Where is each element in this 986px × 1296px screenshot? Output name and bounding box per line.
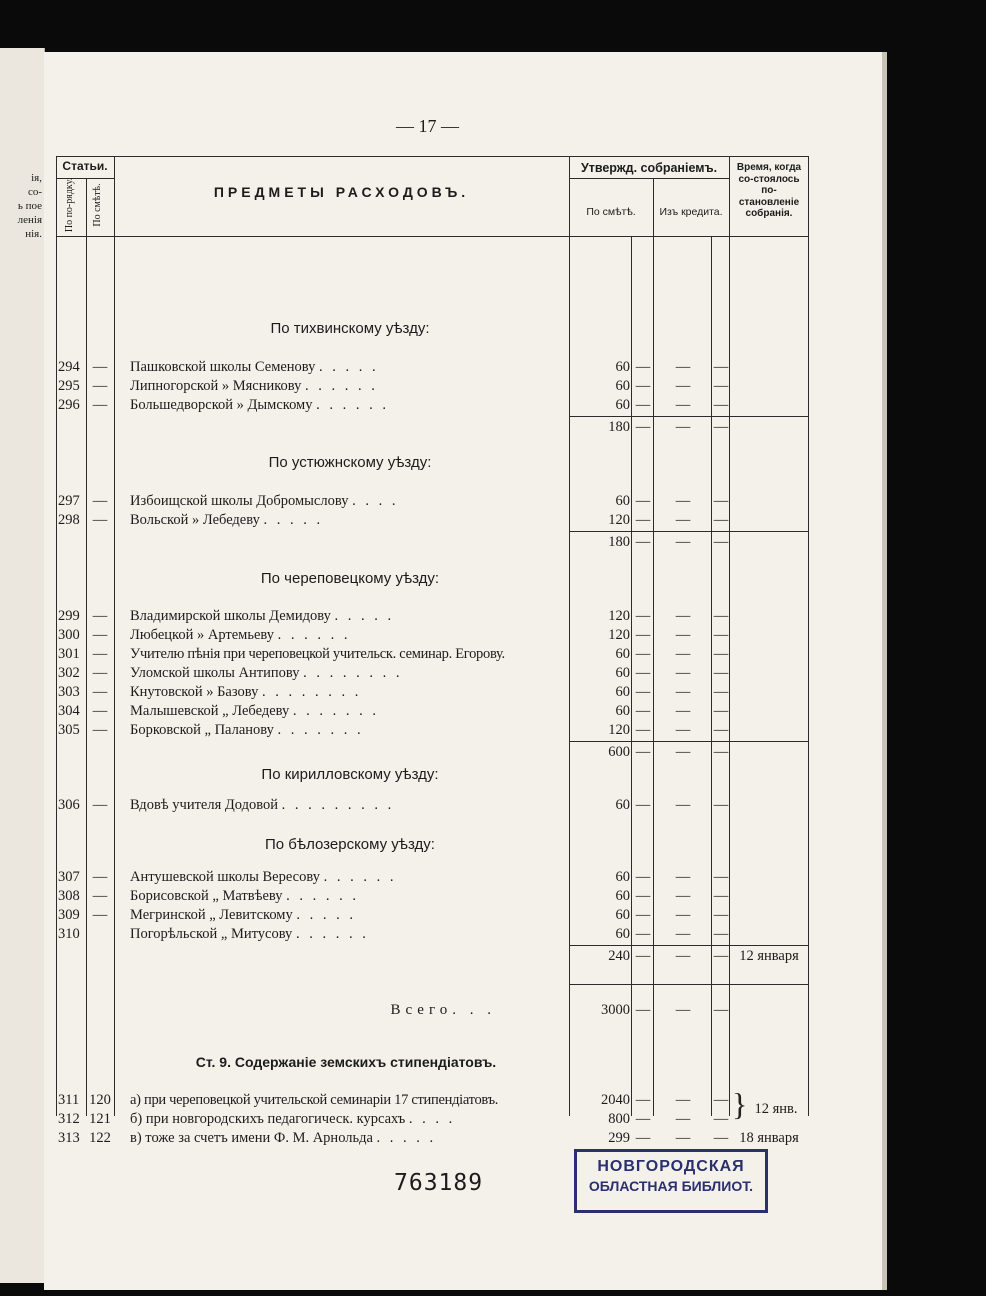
table-row: 295 — Липногорской » Мясникову . . . . . . 60 — — — bbox=[58, 378, 729, 394]
page-number: — 17 — bbox=[396, 116, 459, 136]
brace: } bbox=[732, 1086, 748, 1122]
stamp-line: НОВГОРОДСКАЯ bbox=[597, 1158, 745, 1175]
prev-page-fragment: ія, bbox=[31, 172, 42, 184]
resolution-date: 12 января bbox=[739, 948, 799, 964]
district-heading: По кирилловскому уѣзду: bbox=[261, 766, 439, 783]
table-row: 297 — Избоищской школы Добромыслову . . . . 60 — — — bbox=[58, 493, 729, 509]
table-row: 303 — Кнутовской » Базову . . . . . . . . 60 — — — bbox=[58, 684, 729, 700]
prev-page-fragment: со- bbox=[27, 186, 42, 198]
stamp-line: ОБЛАСТНАЯ БИБЛИОТ. bbox=[588, 1178, 754, 1194]
previous-page-edge bbox=[0, 48, 45, 1283]
by-order-header: По по-рядку. bbox=[64, 177, 75, 233]
table-row: 308 — Борисовской „ Матвѣеву . . . . . . 60 — — — bbox=[58, 888, 729, 904]
table-row: 310 Погорѣльской „ Митусову . . . . . . 60 — — — bbox=[58, 926, 729, 942]
catalog-number: 763189 bbox=[394, 1170, 484, 1196]
library-stamp bbox=[574, 1149, 768, 1213]
table-row: 299 — Владимирской школы Демидову . . . . . 120 — — — bbox=[58, 608, 729, 624]
time-header: Время, когда со-стоялось по-становленіе собранія. bbox=[736, 162, 802, 219]
subtotal-row: 180 — — — bbox=[608, 534, 729, 550]
table-row: 313 122 в) тоже за счетъ имени Ф. М. Арнольда . . . . . 299 — — — 18 января bbox=[56, 1129, 808, 1148]
document-page bbox=[44, 52, 882, 1290]
district-heading: По тихвинскому уѣзду: bbox=[270, 320, 430, 337]
table-row: 300 — Любецкой » Артемьеву . . . . . . 120 — — — bbox=[58, 627, 729, 643]
estimate-header: По смѣтѣ. bbox=[586, 206, 636, 218]
district-heading: По устюжнскому уѣзду: bbox=[268, 454, 432, 471]
article-title: Ст. 9. Содержаніе земскихъ стипендіатовъ. bbox=[195, 1054, 497, 1070]
subjects-header: ПРЕДМЕТЫ РАСХОДОВЪ. bbox=[213, 184, 470, 200]
page-edge bbox=[882, 52, 887, 1290]
table-row: 306 — Вдовѣ учителя Додовой . . . . . . . . . 60 — — — bbox=[58, 797, 729, 813]
subtotal-row: 240 — — — 12 января bbox=[56, 947, 808, 966]
district-heading: По череповецкому уѣзду: bbox=[260, 570, 440, 587]
prev-page-fragment: нія. bbox=[25, 228, 42, 240]
prev-page-fragment: ленія bbox=[17, 214, 42, 226]
prev-page-fragment: ь пое bbox=[17, 200, 42, 212]
approved-header: Утвержд. собраніемъ. bbox=[580, 161, 718, 175]
brace-date-row bbox=[56, 1100, 808, 1119]
table-row: 311 120 а) при череповецкой учительской семинаріи 17 стипендіатовъ. 2040 — — — bbox=[58, 1092, 729, 1108]
by-estimate-header: По смѣтѣ. bbox=[92, 183, 103, 227]
table-row: 296 — Большедворской » Дымскому . . . . . . 60 — — — bbox=[58, 397, 729, 413]
table-row: 312 121 б) при новгородскихъ педагогическ. курсахъ . . . . 800 — — — bbox=[58, 1111, 729, 1127]
table-row: 294 — Пашковской школы Семенову . . . . . 60 — — — bbox=[58, 359, 729, 375]
articles-header: Статьи. bbox=[62, 159, 108, 173]
credit-header: Изъ кредита. bbox=[659, 206, 723, 218]
grand-total-row: Всего. . . 3000 — — — bbox=[390, 1002, 729, 1018]
district-heading: По бѣлозерскому уѣзду: bbox=[265, 836, 435, 853]
table-row: 304 — Малышевской „ Лебедеву . . . . . . . 60 — — — bbox=[58, 703, 729, 719]
table-row: 298 — Вольской » Лебедеву . . . . . 120 — — — bbox=[58, 512, 729, 528]
subtotal-row: 600 — — — bbox=[608, 744, 729, 760]
table-row: 307 — Антушевской школы Вересову . . . . . . 60 — — — bbox=[58, 869, 729, 885]
table-row: 309 — Мегринской „ Левитскому . . . . . 60 — — — bbox=[58, 907, 729, 923]
table-row: 301 — Учителю пѣнія при череповецкой учительск. семинар. Егорову. 60 — — — bbox=[58, 646, 729, 662]
expense-table bbox=[56, 156, 808, 1146]
resolution-date: 18 января bbox=[739, 1130, 799, 1146]
table-row: 302 — Уломской школы Антипову . . . . . . . . 60 — — — bbox=[58, 665, 729, 681]
resolution-date: 12 янв. bbox=[754, 1101, 798, 1117]
subtotal-row: 180 — — — bbox=[608, 419, 729, 435]
table-row: 305 — Борковской „ Паланову . . . . . . . 120 — — — bbox=[58, 722, 729, 738]
